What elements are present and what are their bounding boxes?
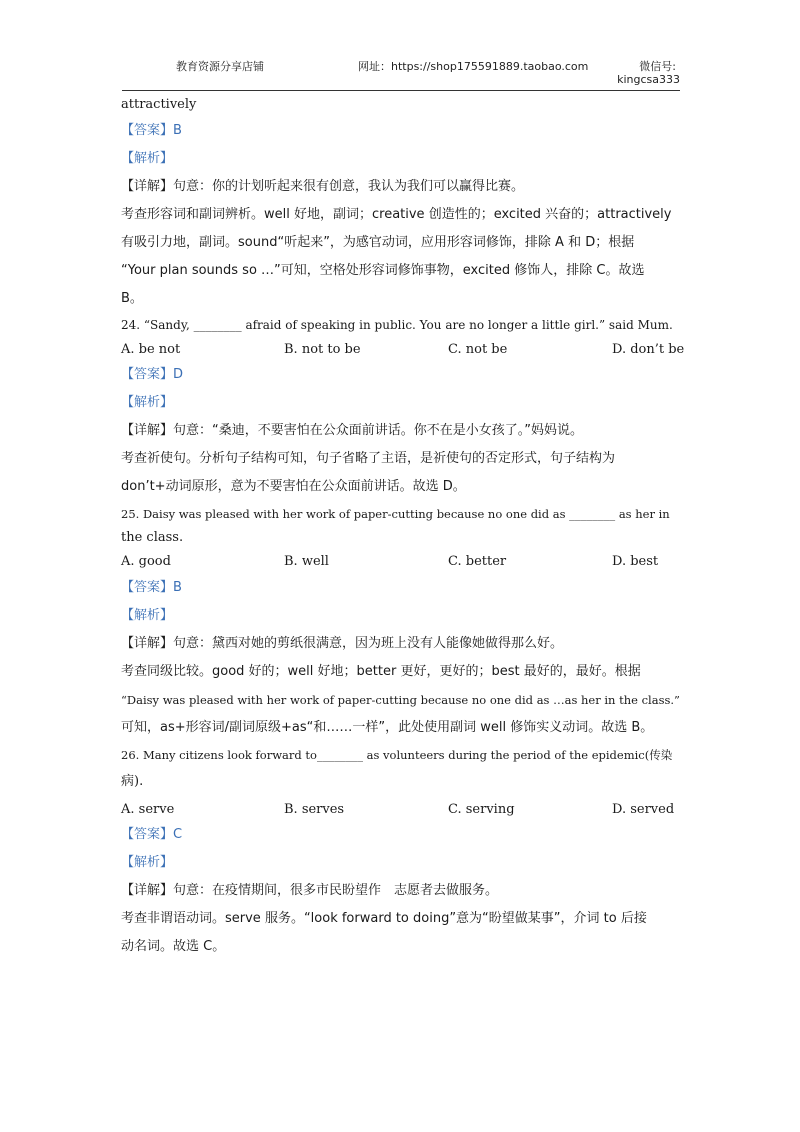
q25-explanation-2: “Daisy was pleased with her work of paper-cutting because no one did as …as her in the class.” [121,693,680,707]
q26-detail: 【详解】句意：在疫情期间，很多市民盼望作 志愿者去做服务。 [121,883,499,898]
page-header [122,56,680,91]
q26-explanation-2: 动名词。故选 C。 [121,939,226,954]
q24-explanation-1: 考查祈使句。分析句子结构可知，句子省略了主语，是祈使句的否定形式，句子结构为 [121,451,616,466]
q26-explanation-1: 考查非谓语动词。serve 服务。“look forward to doing”意为“盼望做某事”，介词 to 后接 [121,911,647,926]
q25-option-a: A. good [121,554,171,569]
q25-answer: 【答案】B [121,580,182,595]
q24-stem: 24. “Sandy, ________ afraid of speaking in public. You are no longer a little girl.” said Mum. [121,318,673,332]
q24-option-d: D. don’t be [612,342,685,357]
q25-detail: 【详解】句意：黛西对她的剪纸很满意，因为班上没有人能像她做得那么好。 [121,636,564,651]
q23-answer: 【答案】B [121,123,182,138]
q26-option-b: B. serves [284,802,345,817]
q24-option-b: B. not to be [284,342,361,357]
q23-option-tail: attractively [121,97,197,112]
q24-answer: 【答案】D [121,367,184,382]
q25-option-c: C. better [448,554,507,569]
q23-explanation-3: “Your plan sounds so …”可知，空格处形容词修饰事物，excited 修饰人，排除 C。故选 [121,263,645,278]
q26-stem-2: 病). [121,774,144,789]
wechat-label: 微信号: [639,60,676,73]
q23-analysis-tag: 【解析】 [121,151,174,166]
q24-analysis-tag: 【解析】 [121,395,174,410]
q24-option-a: A. be not [121,342,181,357]
q24-option-c: C. not be [448,342,508,357]
shop-url[interactable]: 网址：https://shop175591889.taobao.com [358,60,589,73]
q26-option-a: A. serve [121,802,175,817]
q26-option-c: C. serving [448,802,515,817]
q25-stem-2: the class. [121,530,184,545]
q25-option-b: B. well [284,554,329,569]
q23-explanation-4: B。 [121,291,143,306]
q25-analysis-tag: 【解析】 [121,608,174,623]
q25-stem-1: 25. Daisy was pleased with her work of paper-cutting because no one did as ________ as her in [121,507,670,521]
q24-detail: 【详解】句意：“桑迪，不要害怕在公众面前讲话。你不在是小女孩了。”妈妈说。 [121,423,583,438]
q26-option-d: D. served [612,802,675,817]
q25-explanation-3: 可知，as+形容词/副词原级+as“和……一样”，此处使用副词 well 修饰实义动词。故选 B。 [121,720,654,735]
q24-explanation-2: don’t+动词原形，意为不要害怕在公众面前讲话。故选 D。 [121,479,466,494]
wechat-id: kingcsa333 [617,73,680,86]
q23-explanation-1: 考查形容词和副词辨析。well 好地，副词；creative 创造性的；excited 兴奋的；attractively [121,207,672,222]
q26-answer: 【答案】C [121,827,183,842]
q26-stem-1: 26. Many citizens look forward to________ as volunteers during the period of the epidemic(传染 [121,748,673,762]
q23-detail: 【详解】句意：你的计划听起来很有创意，我认为我们可以赢得比赛。 [121,179,525,194]
shop-name: 教育资源分享店铺 [176,60,264,73]
q25-option-d: D. best [612,554,659,569]
q23-explanation-2: 有吸引力地，副词。sound“听起来”，为感官动词，应用形容词修饰，排除 A 和 D；根据 [121,235,635,250]
q26-analysis-tag: 【解析】 [121,855,174,870]
q25-explanation-1: 考查同级比较。good 好的；well 好地；better 更好，更好的；best 最好的，最好。根据 [121,664,641,679]
